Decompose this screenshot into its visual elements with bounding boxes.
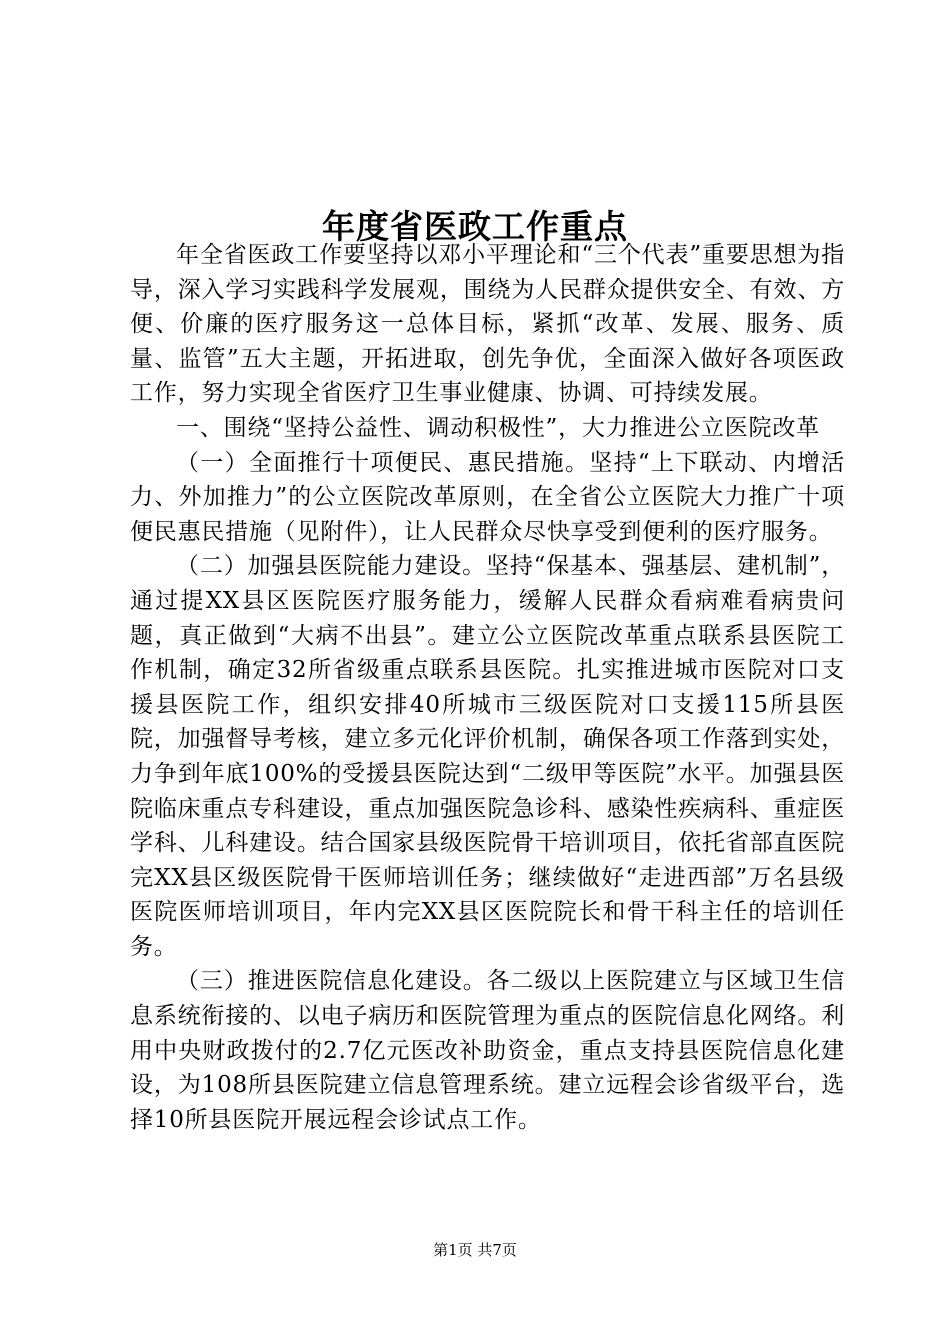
section-heading-1: 一、围绕“坚持公益性、调动积极性”，大力推进公立医院改革 — [176, 414, 820, 441]
subsection-2-paragraph: （二）加强县医院能力建设。坚持“保基本、强基层、建机制”，通过提XX县区医院医疗服务能力，缓解人民群众看病难看病贵问题，真正做到“大病不出县”。建立公立医院改革重点联系县医院工作机制，确定32所省级重点联系县医院。扎实推进城市医院对口支援县医院工作，组织安排40所城市三级医院对口支援115所县医院，加强督导考核，建立多元化评价机制，确保各项工作落到实处，力争到年底100%的受援县医院达到“二级甲等医院”水平。加强县医院临床重点专科建设，重点加强医院急诊科、感染性疾病科、重症医学科、儿科建设。结合国家县级医院骨干培训项目，依托省部直医院完XX县区级医院骨干医师培训任务；继续做好“走进西部”万名县级医院医师培训项目，年内完XX县区医院院长和骨干科主任的培训任务。 — [130, 553, 845, 960]
subsection-1-paragraph: （一）全面推行十项便民、惠民措施。坚持“上下联动、内增活力、外加推力”的公立医院改革原则，在全省公立医院大力推广十项便民惠民措施（见附件），让人民群众尽快享受到便利的医疗服务。 — [130, 449, 845, 545]
document-body — [130, 238, 845, 1137]
page-number-footer: 第1页 共7页 — [433, 1241, 517, 1259]
document-title: 年度省医政工作重点 — [322, 207, 628, 247]
intro-paragraph: 年全省医政工作要坚持以邓小平理论和“三个代表”重要思想为指导，深入学习实践科学发展观，围绕为人民群众提供安全、有效、方便、价廉的医疗服务这一总体目标，紧抓“改革、发展、服务、质量、监管”五大主题，开拓进取，创先争优，全面深入做好各项医政工作，努力实现全省医疗卫生事业健康、协调、可持续发展。 — [130, 242, 845, 407]
subsection-3-paragraph: （三）推进医院信息化建设。各二级以上医院建立与区域卫生信息系统衔接的、以电子病历和医院管理为重点的医院信息化网络。利用中央财政拨付的2.7亿元医改补助资金，重点支持县医院信息化建设，为108所县医院建立信息管理系统。建立远程会诊省级平台，选择10所县医院开展远程会诊试点工作。 — [130, 968, 845, 1133]
